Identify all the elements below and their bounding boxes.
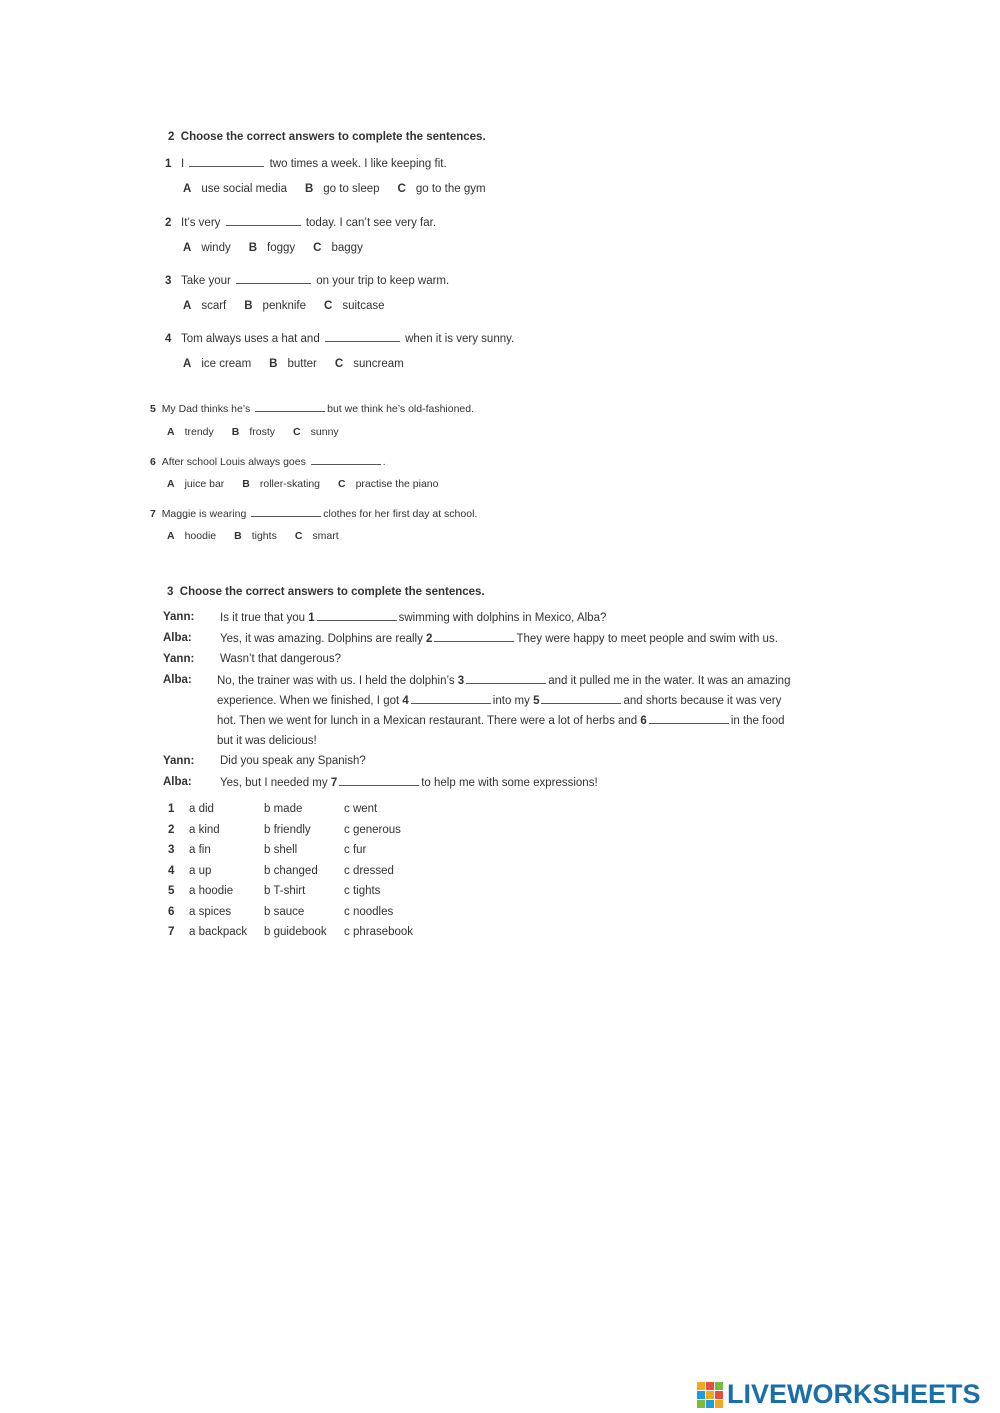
option-value[interactable]: butter xyxy=(287,358,317,370)
option-a[interactable]: a spices xyxy=(189,905,232,918)
dialogue-text: Yes, but I needed my xyxy=(220,777,328,789)
option-b[interactable]: b made xyxy=(264,803,303,815)
row-number: 2 xyxy=(168,823,175,836)
question-text: After school Louis always goes xyxy=(161,456,306,468)
speaker: Alba: xyxy=(163,674,192,686)
option-letter: A xyxy=(167,426,175,438)
option-value[interactable]: frosty xyxy=(249,426,276,438)
option-b[interactable]: b sauce xyxy=(264,905,305,918)
table-row xyxy=(168,865,413,886)
question-text: on your trip to keep warm. xyxy=(316,275,450,287)
question-text: It’s very xyxy=(181,217,221,229)
dialogue-line-7: but it was delicious! xyxy=(217,735,317,747)
gap-number: 6 xyxy=(640,715,647,727)
option-letter: B xyxy=(304,183,314,195)
option-b[interactable]: b changed xyxy=(264,864,318,877)
option-a[interactable]: a hoodie xyxy=(189,885,234,897)
option-value[interactable]: baggy xyxy=(331,242,363,254)
option-letter: C xyxy=(338,478,346,490)
question-4-options xyxy=(183,358,422,370)
question-2-options xyxy=(183,242,381,254)
dialogue-text: Is it true that you xyxy=(220,612,306,624)
question-text: when it is very sunny. xyxy=(405,333,515,345)
dialogue-line-5 xyxy=(217,694,781,707)
question-number: 1 xyxy=(165,158,172,170)
liveworksheets-logo[interactable] xyxy=(697,1379,981,1410)
exercise-number: 3 xyxy=(167,586,174,598)
row-number: 4 xyxy=(168,864,175,877)
gap-number: 2 xyxy=(426,633,433,645)
question-text: Maggie is wearing xyxy=(161,508,247,520)
option-letter: A xyxy=(167,478,175,490)
dialogue-line-3: Wasn’t that dangerous? xyxy=(220,653,342,665)
option-letter: C xyxy=(294,530,303,542)
question-text: . xyxy=(382,456,386,468)
option-value[interactable]: foggy xyxy=(267,242,296,254)
dialogue-line-8: Did you speak any Spanish? xyxy=(220,755,366,767)
question-number: 2 xyxy=(165,217,172,229)
option-value[interactable]: tights xyxy=(251,530,277,542)
option-value[interactable]: suitcase xyxy=(342,300,385,312)
question-text: My Dad thinks he’s xyxy=(161,403,251,415)
table-row xyxy=(168,906,413,927)
option-b[interactable]: b shell xyxy=(264,844,298,856)
answer-blank[interactable] xyxy=(236,274,311,284)
option-letter: C xyxy=(397,183,406,195)
dialogue-text: and shorts because it was very xyxy=(623,695,782,707)
row-number: 3 xyxy=(168,844,175,856)
exercise-3-title xyxy=(167,586,485,598)
dialogue-text: swimming with dolphins in Mexico, Alba? xyxy=(398,612,607,624)
option-letter: B xyxy=(248,242,258,254)
option-letter: B xyxy=(269,358,278,370)
dialogue-line-9 xyxy=(220,776,598,789)
table-row xyxy=(168,885,413,906)
option-letter: B xyxy=(244,300,253,312)
answer-blank[interactable] xyxy=(466,674,546,684)
exercise-instruction: Choose the correct answers to complete the sentences. xyxy=(179,586,485,598)
option-value[interactable]: hoodie xyxy=(184,530,217,542)
dialogue-text: No, the trainer was with us. I held the dolphin’s xyxy=(217,675,455,687)
dialogue-text: to help me with some expressions! xyxy=(421,777,598,789)
option-letter: B xyxy=(242,478,250,490)
dialogue-line-6 xyxy=(217,714,785,727)
logo-text: LIVEWORKSHEETS xyxy=(727,1379,981,1409)
exercise-instruction: Choose the correct answers to complete the sentences. xyxy=(180,131,486,143)
row-number: 7 xyxy=(168,926,175,938)
option-value[interactable]: roller-skating xyxy=(259,478,320,490)
option-a[interactable]: a fin xyxy=(189,844,211,856)
option-value[interactable]: windy xyxy=(201,242,231,254)
row-number: 6 xyxy=(168,905,175,918)
question-number: 5 xyxy=(150,403,156,415)
question-text: clothes for her first day at school. xyxy=(323,508,478,520)
row-number: 1 xyxy=(168,803,175,815)
option-letter: C xyxy=(324,300,333,312)
option-b[interactable]: b friendly xyxy=(264,823,311,836)
option-letter: C xyxy=(313,242,322,254)
question-text: two times a week. I like keeping fit. xyxy=(269,158,447,170)
question-6 xyxy=(150,455,386,468)
option-value[interactable]: smart xyxy=(312,530,339,542)
option-c[interactable]: c tights xyxy=(344,885,381,897)
question-4 xyxy=(165,332,514,345)
table-row xyxy=(168,803,413,824)
question-number: 6 xyxy=(150,456,156,468)
option-letter: B xyxy=(231,426,240,438)
option-value[interactable]: sunny xyxy=(310,426,339,438)
option-a[interactable]: a kind xyxy=(189,823,220,836)
option-letter: A xyxy=(183,242,192,254)
liveworksheets-logo-icon xyxy=(697,1382,723,1408)
dialogue-line-2 xyxy=(220,632,778,645)
option-value[interactable]: suncream xyxy=(353,358,404,370)
option-value[interactable]: practise the piano xyxy=(355,478,439,490)
option-b[interactable]: b T-shirt xyxy=(264,885,306,897)
question-number: 4 xyxy=(165,333,172,345)
question-text: Take your xyxy=(181,275,231,287)
answer-blank[interactable] xyxy=(411,694,491,704)
question-6-options xyxy=(167,478,456,490)
dialogue-text: Yes, it was amazing. Dolphins are really xyxy=(220,633,423,645)
speaker: Yann: xyxy=(163,755,195,767)
dialogue-text: experience. When we finished, I got xyxy=(217,695,400,707)
option-a[interactable]: a up xyxy=(189,864,212,877)
answer-options-table xyxy=(168,803,413,947)
answer-blank[interactable] xyxy=(311,455,381,465)
question-7-options xyxy=(167,530,357,542)
option-value[interactable]: use social media xyxy=(201,183,287,195)
dialogue-text: and it pulled me in the water. It was an amazing xyxy=(548,675,791,687)
option-a[interactable]: a backpack xyxy=(189,926,248,938)
option-c[interactable]: c phrasebook xyxy=(344,926,414,938)
question-text: but we think he’s old-fashioned. xyxy=(327,403,475,415)
question-text: Tom always uses a hat and xyxy=(181,333,320,345)
option-c[interactable]: c dressed xyxy=(344,864,394,877)
answer-blank[interactable] xyxy=(325,332,400,342)
table-row xyxy=(168,844,413,865)
gap-number: 1 xyxy=(308,612,315,624)
option-a[interactable]: a did xyxy=(189,803,214,815)
option-value[interactable]: trendy xyxy=(184,426,214,438)
answer-blank[interactable] xyxy=(649,714,729,724)
question-1-options xyxy=(183,183,504,195)
answer-blank[interactable] xyxy=(339,776,419,786)
answer-blank[interactable] xyxy=(189,157,264,167)
option-value[interactable]: juice bar xyxy=(184,478,225,490)
option-value[interactable]: penknife xyxy=(262,300,307,312)
question-5 xyxy=(150,402,474,415)
answer-blank[interactable] xyxy=(434,632,514,642)
option-value[interactable]: scarf xyxy=(201,300,227,312)
option-letter: A xyxy=(183,300,192,312)
option-letter: A xyxy=(167,530,175,542)
table-row xyxy=(168,926,413,947)
speaker: Alba: xyxy=(163,632,192,644)
gap-number: 7 xyxy=(330,777,338,789)
option-c[interactable]: c noodles xyxy=(344,905,394,918)
gap-number: 4 xyxy=(402,695,409,707)
option-letter: B xyxy=(234,530,242,542)
answer-blank[interactable] xyxy=(255,402,325,412)
dialogue-line-1 xyxy=(220,611,606,624)
answer-blank[interactable] xyxy=(251,507,321,517)
option-value[interactable]: go to the gym xyxy=(415,183,486,195)
question-3-options xyxy=(183,300,403,312)
option-c[interactable]: c fur xyxy=(344,844,367,856)
question-number: 7 xyxy=(150,508,156,520)
answer-blank[interactable] xyxy=(226,216,301,226)
question-7 xyxy=(150,507,477,520)
dialogue-text: hot. Then we went for lunch in a Mexican restaurant. There were a lot of herbs and xyxy=(217,715,638,727)
table-row xyxy=(168,824,413,845)
answer-blank[interactable] xyxy=(541,694,621,704)
question-5-options xyxy=(167,426,357,438)
question-text: I xyxy=(181,158,185,170)
speaker: Alba: xyxy=(163,776,192,788)
question-3 xyxy=(165,274,449,287)
question-1 xyxy=(165,157,447,170)
option-value[interactable]: go to sleep xyxy=(323,183,380,195)
option-value[interactable]: ice cream xyxy=(201,358,252,370)
option-letter: A xyxy=(183,358,192,370)
option-letter: C xyxy=(334,358,344,370)
gap-number: 5 xyxy=(533,695,540,707)
option-letter: C xyxy=(293,426,301,438)
option-letter: A xyxy=(183,183,192,195)
speaker: Yann: xyxy=(163,611,195,623)
exercise-2-title xyxy=(168,131,486,143)
row-number: 5 xyxy=(168,885,175,897)
question-2 xyxy=(165,216,436,229)
dialogue-text: into my xyxy=(492,695,530,707)
question-text: today. I can’t see very far. xyxy=(305,217,437,229)
option-b[interactable]: b guidebook xyxy=(264,926,327,938)
speaker: Yann: xyxy=(163,653,195,665)
dialogue-text: in the food xyxy=(730,715,785,727)
gap-number: 3 xyxy=(457,675,465,687)
dialogue-line-4 xyxy=(217,674,790,687)
question-number: 3 xyxy=(165,275,172,287)
option-c[interactable]: c generous xyxy=(344,823,401,836)
option-c[interactable]: c went xyxy=(344,803,378,815)
dialogue-text: They were happy to meet people and swim with us. xyxy=(516,633,778,645)
answer-blank[interactable] xyxy=(317,611,397,621)
exercise-number: 2 xyxy=(168,131,175,143)
